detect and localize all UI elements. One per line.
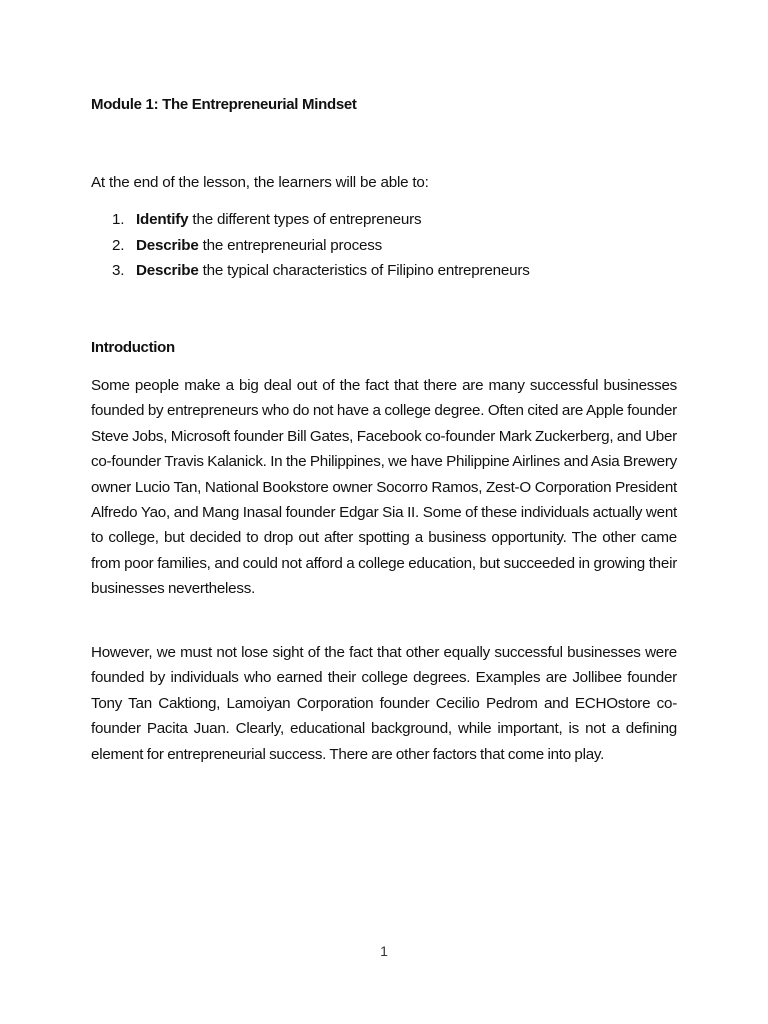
objective-body — [136, 210, 421, 230]
objective-verb: Identify — [136, 211, 189, 228]
section-heading: Introduction — [91, 339, 175, 356]
objective-number: 3. — [112, 262, 125, 279]
objective-verb: Describe — [136, 262, 199, 279]
objective-text: the different types of entrepreneurs — [188, 211, 422, 228]
intro-paragraph: However, we must not lose sight of the fact that other equally successful businesses were founded by individuals who earned their college degrees. Examples are Jollibee founder Tony Tan Caktiong, Lamoiyan Corporation founder Cecilio Pedrom and ECHOstore co-founder Pacita Juan. Clearly, educational background, while important, is not a defining element for entrepreneurial success. There are other factors that come into play. — [91, 644, 677, 763]
objective-text: the entrepreneurial process — [198, 236, 383, 254]
objective-number: 2. — [112, 236, 125, 254]
objective-verb: Describe — [136, 236, 199, 254]
objective-body — [136, 236, 382, 256]
objective-number: 1. — [112, 211, 125, 228]
module-title: Module 1: The Entrepreneurial Mindset — [91, 96, 357, 113]
page-number: 1 — [380, 943, 388, 959]
intro-paragraph: Some people make a big deal out of the fact that there are many successful businesses founded by entrepreneurs who do not have a college degree. Often cited are Apple founder Steve Jobs, Microsoft founder Bill Gates, Facebook co-founder Mark Zuckerberg, and Uber co-founder Travis Kalanick. In the Philippines, we have Philippine Airlines and Asia Brewery owner Lucio Tan, National Bookstore owner Socorro Ramos, Zest-O Corporation President Alfredo Yao, and Mang Inasal founder Edgar Sia II. Some of these individuals actually went to college, but decided to drop out after spotting a business opportunity. The other came from poor families, and could not afford a college education, but succeeded in growing their businesses nevertheless. — [91, 377, 677, 598]
objective-text: the typical characteristics of Filipino entrepreneurs — [198, 262, 530, 279]
objective-body — [136, 261, 530, 281]
objectives-intro: At the end of the lesson, the learners will be able to: — [91, 174, 429, 191]
